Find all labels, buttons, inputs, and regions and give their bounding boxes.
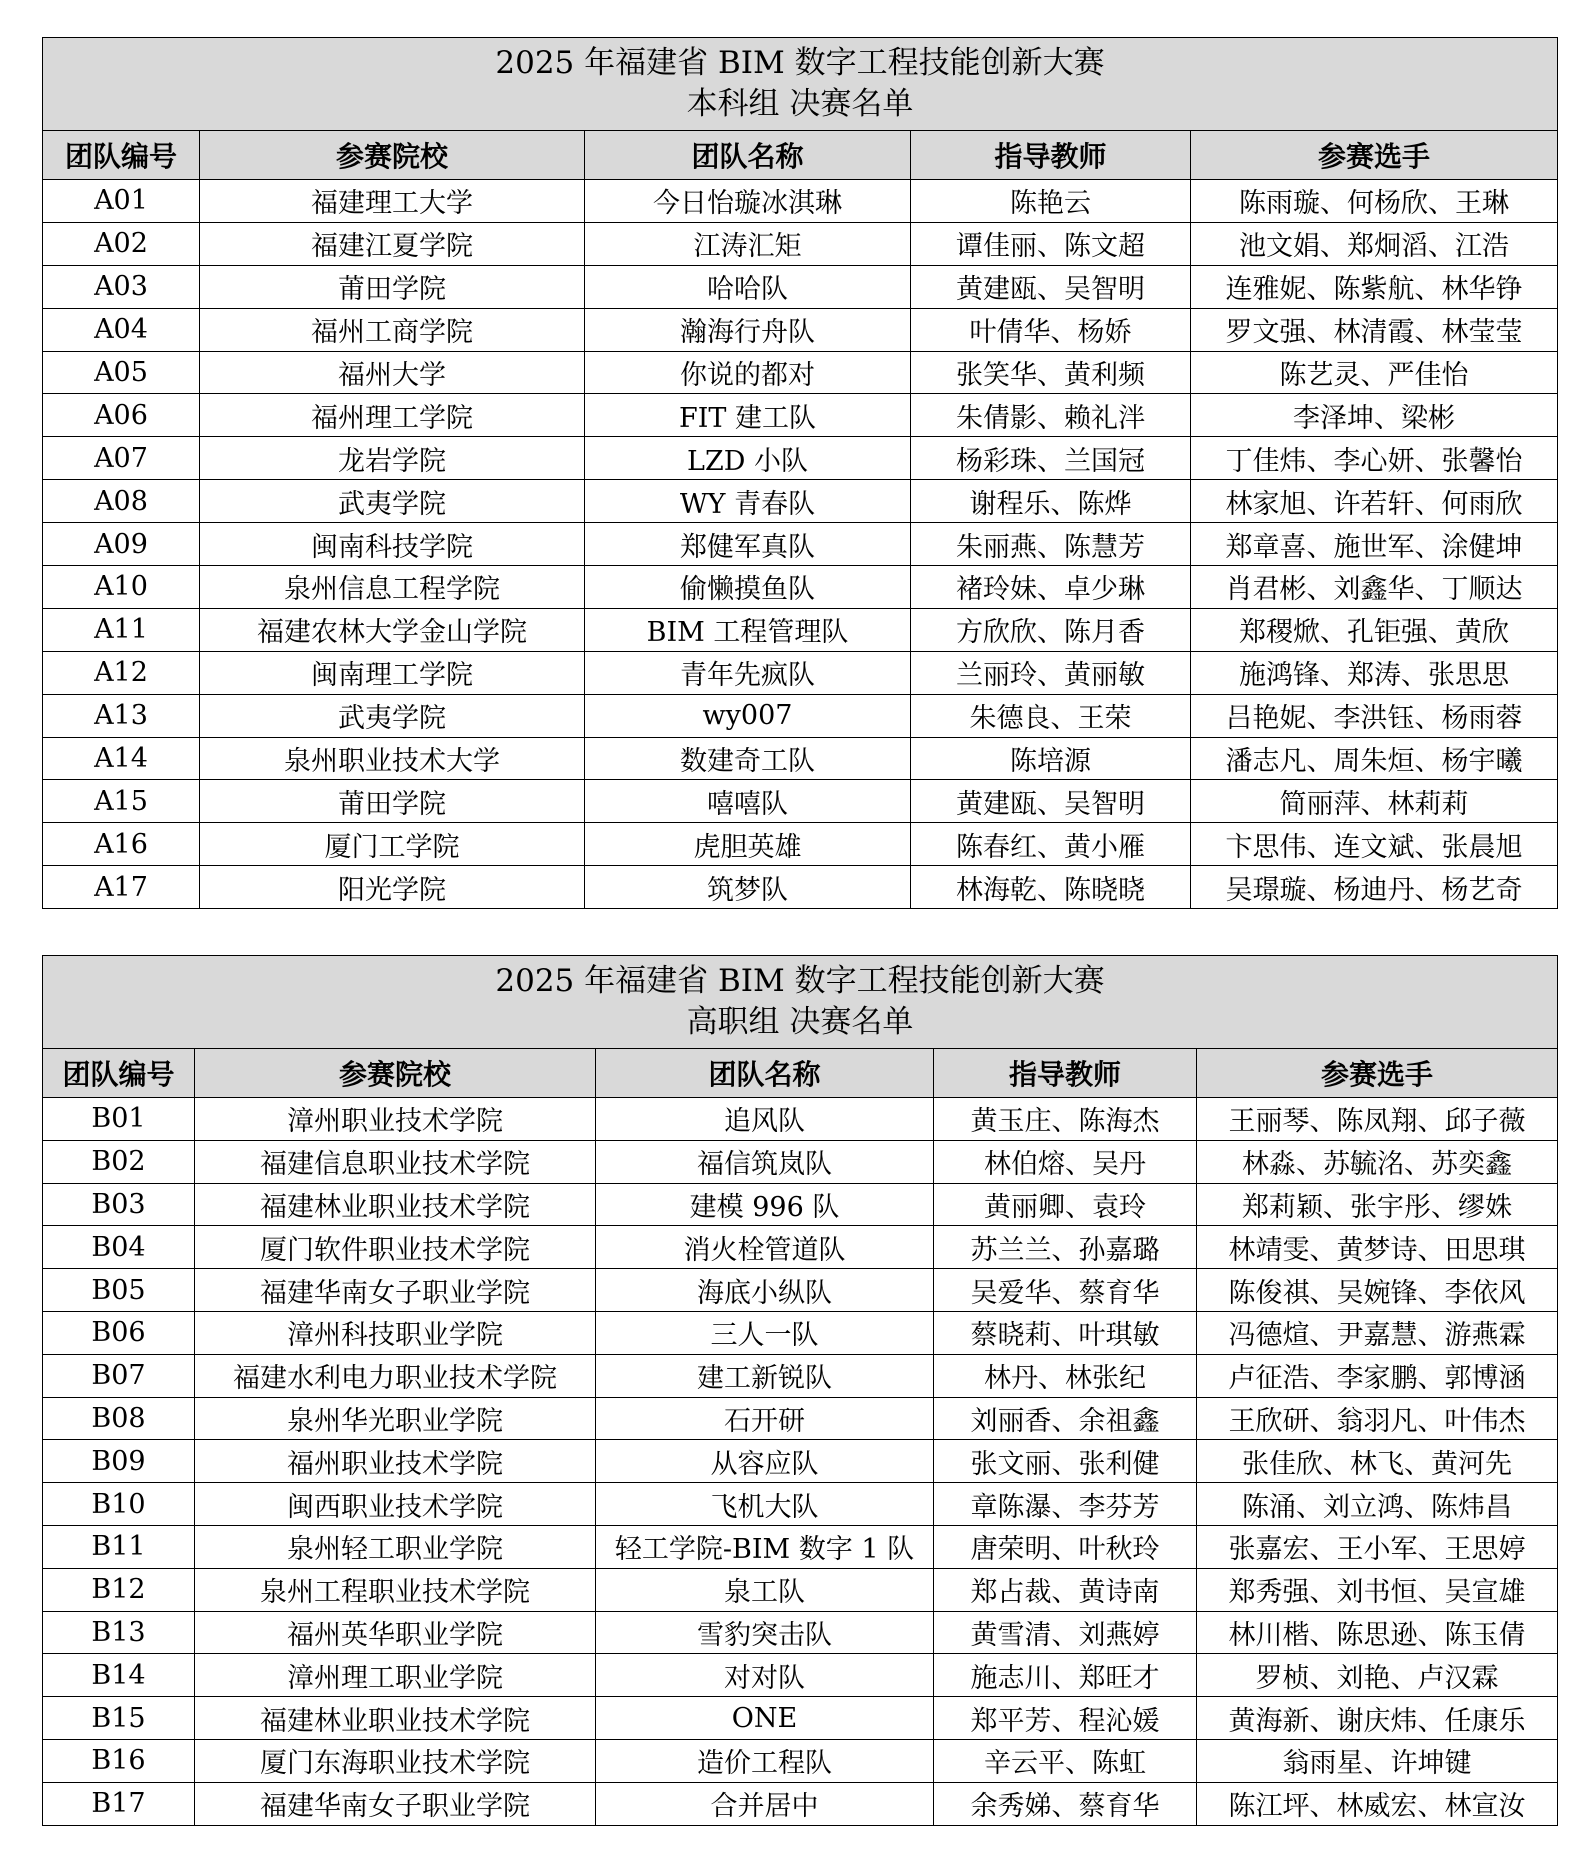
- team-id-cell: A16: [43, 823, 200, 866]
- title-line-1: 2025 年福建省 BIM 数字工程技能创新大赛: [495, 45, 1105, 81]
- school-cell: 武夷学院: [200, 694, 585, 737]
- column-header-team-id: 团队编号: [43, 1049, 195, 1098]
- team-id-cell: B10: [43, 1483, 195, 1526]
- school-cell: 福建华南女子职业学院: [195, 1782, 596, 1825]
- school-cell: 厦门工学院: [200, 823, 585, 866]
- table-row: [43, 1611, 1558, 1654]
- team-name-cell: 嘻嘻队: [585, 780, 911, 823]
- team-id-cell: A14: [43, 737, 200, 780]
- advisor-cell: 陈春红、黄小雁: [911, 823, 1191, 866]
- school-cell: 莆田学院: [200, 780, 585, 823]
- team-id-cell: B03: [43, 1183, 195, 1226]
- title-line-1: 2025 年福建省 BIM 数字工程技能创新大赛: [495, 963, 1105, 999]
- school-cell: 福建江夏学院: [200, 222, 585, 265]
- table-row: [43, 523, 1558, 566]
- table-row: [43, 222, 1558, 265]
- players-cell: 卢征浩、李家鹏、郭博涵: [1197, 1354, 1558, 1397]
- players-cell: 陈俊祺、吴婉锋、李依风: [1197, 1269, 1558, 1312]
- players-cell: 罗桢、刘艳、卢汉霖: [1197, 1654, 1558, 1697]
- team-name-cell: 飞机大队: [596, 1483, 934, 1526]
- school-cell: 福州工商学院: [200, 308, 585, 351]
- table-row: [43, 566, 1558, 609]
- table-row: [43, 694, 1558, 737]
- school-cell: 厦门东海职业技术学院: [195, 1739, 596, 1782]
- table-title-row: [43, 38, 1558, 131]
- team-id-cell: B02: [43, 1140, 195, 1183]
- table-row: [43, 1183, 1558, 1226]
- team-name-cell: 对对队: [596, 1654, 934, 1697]
- column-header-school: 参赛院校: [195, 1049, 596, 1098]
- players-cell: 潘志凡、周朱烜、杨宇曦: [1191, 737, 1558, 780]
- team-name-cell: 郑健军真队: [585, 523, 911, 566]
- team-id-cell: A05: [43, 351, 200, 394]
- players-cell: 郑稷焮、孔钜强、黄欣: [1191, 608, 1558, 651]
- school-cell: 泉州工程职业技术学院: [195, 1568, 596, 1611]
- table-row: [43, 1483, 1558, 1526]
- players-cell: 林淼、苏毓洺、苏奕鑫: [1197, 1140, 1558, 1183]
- team-id-cell: B15: [43, 1697, 195, 1740]
- advisor-cell: 刘丽香、余祖鑫: [934, 1397, 1197, 1440]
- team-id-cell: B06: [43, 1311, 195, 1354]
- team-name-cell: 瀚海行舟队: [585, 308, 911, 351]
- advisor-cell: 谢程乐、陈烨: [911, 480, 1191, 523]
- players-cell: 吴璟璇、杨迪丹、杨艺奇: [1191, 866, 1558, 909]
- players-cell: 林川楷、陈思逊、陈玉倩: [1197, 1611, 1558, 1654]
- table-title-row: [43, 956, 1558, 1049]
- team-id-cell: B11: [43, 1525, 195, 1568]
- players-cell: 简丽萍、林莉莉: [1191, 780, 1558, 823]
- school-cell: 泉州职业技术大学: [200, 737, 585, 780]
- advisor-cell: 章陈瀑、李芬芳: [934, 1483, 1197, 1526]
- advisor-cell: 张笑华、黄利频: [911, 351, 1191, 394]
- team-id-cell: A13: [43, 694, 200, 737]
- team-id-cell: A01: [43, 180, 200, 223]
- table-row: [43, 1782, 1558, 1825]
- team-id-cell: A17: [43, 866, 200, 909]
- table-title: [43, 956, 1558, 1049]
- school-cell: 武夷学院: [200, 480, 585, 523]
- table-row: [43, 437, 1558, 480]
- team-id-cell: B12: [43, 1568, 195, 1611]
- table-row: [43, 265, 1558, 308]
- advisor-cell: 林丹、林张纪: [934, 1354, 1197, 1397]
- advisor-cell: 苏兰兰、孙嘉璐: [934, 1226, 1197, 1269]
- school-cell: 阳光学院: [200, 866, 585, 909]
- school-cell: 福建华南女子职业学院: [195, 1269, 596, 1312]
- players-cell: 陈涌、刘立鸿、陈炜昌: [1197, 1483, 1558, 1526]
- column-header-school: 参赛院校: [200, 131, 585, 180]
- advisor-cell: 黄玉庄、陈海杰: [934, 1098, 1197, 1141]
- advisor-cell: 唐荣明、叶秋玲: [934, 1525, 1197, 1568]
- team-name-cell: 偷懒摸鱼队: [585, 566, 911, 609]
- team-name-cell: 从容应队: [596, 1440, 934, 1483]
- team-name-cell: 数建奇工队: [585, 737, 911, 780]
- players-cell: 陈江坪、林威宏、林宣汝: [1197, 1782, 1558, 1825]
- players-cell: 郑秀强、刘书恒、吴宣雄: [1197, 1568, 1558, 1611]
- players-cell: 罗文强、林清霞、林莹莹: [1191, 308, 1558, 351]
- players-cell: 郑章喜、施世军、涂健坤: [1191, 523, 1558, 566]
- school-cell: 福建信息职业技术学院: [195, 1140, 596, 1183]
- team-id-cell: A02: [43, 222, 200, 265]
- team-id-cell: A12: [43, 651, 200, 694]
- advisor-cell: 褚玲妹、卓少琳: [911, 566, 1191, 609]
- players-cell: 肖君彬、刘鑫华、丁顺达: [1191, 566, 1558, 609]
- school-cell: 闽西职业技术学院: [195, 1483, 596, 1526]
- team-name-cell: 雪豹突击队: [596, 1611, 934, 1654]
- team-name-cell: FIT 建工队: [585, 394, 911, 437]
- team-id-cell: A03: [43, 265, 200, 308]
- advisor-cell: 朱倩影、赖礼泮: [911, 394, 1191, 437]
- table-row: [43, 394, 1558, 437]
- team-id-cell: A10: [43, 566, 200, 609]
- team-name-cell: 建工新锐队: [596, 1354, 934, 1397]
- school-cell: 龙岩学院: [200, 437, 585, 480]
- players-cell: 卞思伟、连文斌、张晨旭: [1191, 823, 1558, 866]
- team-name-cell: wy007: [585, 694, 911, 737]
- team-name-cell: 建模 996 队: [596, 1183, 934, 1226]
- table-body: [43, 1098, 1558, 1826]
- players-cell: 翁雨星、许坤键: [1197, 1739, 1558, 1782]
- school-cell: 泉州华光职业学院: [195, 1397, 596, 1440]
- team-name-cell: 你说的都对: [585, 351, 911, 394]
- table-row: [43, 823, 1558, 866]
- school-cell: 福建林业职业技术学院: [195, 1697, 596, 1740]
- school-cell: 福州英华职业学院: [195, 1611, 596, 1654]
- advisor-cell: 黄丽卿、袁玲: [934, 1183, 1197, 1226]
- table-row: [43, 1140, 1558, 1183]
- team-name-cell: 海底小纵队: [596, 1269, 934, 1312]
- players-cell: 施鸿锋、郑涛、张思思: [1191, 651, 1558, 694]
- advisor-cell: 蔡晓莉、叶琪敏: [934, 1311, 1197, 1354]
- advisor-cell: 朱德良、王荣: [911, 694, 1191, 737]
- school-cell: 闽南理工学院: [200, 651, 585, 694]
- team-id-cell: A04: [43, 308, 200, 351]
- school-cell: 福州理工学院: [200, 394, 585, 437]
- players-cell: 冯德煊、尹嘉慧、游燕霖: [1197, 1311, 1558, 1354]
- team-name-cell: 哈哈队: [585, 265, 911, 308]
- team-id-cell: B13: [43, 1611, 195, 1654]
- team-id-cell: A07: [43, 437, 200, 480]
- players-cell: 张佳欣、林飞、黄河先: [1197, 1440, 1558, 1483]
- table-row: [43, 1739, 1558, 1782]
- team-name-cell: 江涛汇矩: [585, 222, 911, 265]
- advisor-cell: 黄雪清、刘燕婷: [934, 1611, 1197, 1654]
- advisor-cell: 施志川、郑旺才: [934, 1654, 1197, 1697]
- team-id-cell: B14: [43, 1654, 195, 1697]
- title-line-2: 本科组 决赛名单: [686, 86, 914, 122]
- column-header-team-name: 团队名称: [585, 131, 911, 180]
- team-name-cell: 今日怡璇冰淇琳: [585, 180, 911, 223]
- school-cell: 泉州轻工职业学院: [195, 1525, 596, 1568]
- team-id-cell: B17: [43, 1782, 195, 1825]
- team-name-cell: 三人一队: [596, 1311, 934, 1354]
- school-cell: 福州大学: [200, 351, 585, 394]
- table-row: [43, 308, 1558, 351]
- advisor-cell: 黄建瓯、吴智明: [911, 265, 1191, 308]
- team-id-cell: B08: [43, 1397, 195, 1440]
- table-row: [43, 1226, 1558, 1269]
- team-name-cell: 泉工队: [596, 1568, 934, 1611]
- players-cell: 张嘉宏、王小军、王思婷: [1197, 1525, 1558, 1568]
- advisor-cell: 兰丽玲、黄丽敏: [911, 651, 1191, 694]
- table-body: [43, 180, 1558, 909]
- school-cell: 福州职业技术学院: [195, 1440, 596, 1483]
- advisor-cell: 黄建瓯、吴智明: [911, 780, 1191, 823]
- school-cell: 厦门软件职业技术学院: [195, 1226, 596, 1269]
- players-cell: 林家旭、许若轩、何雨欣: [1191, 480, 1558, 523]
- team-id-cell: A09: [43, 523, 200, 566]
- team-id-cell: A08: [43, 480, 200, 523]
- team-id-cell: B01: [43, 1098, 195, 1141]
- players-cell: 连雅妮、陈紫航、林华铮: [1191, 265, 1558, 308]
- title-line-2: 高职组 决赛名单: [686, 1004, 914, 1040]
- team-id-cell: A11: [43, 608, 200, 651]
- advisor-cell: 林伯熔、吴丹: [934, 1140, 1197, 1183]
- table-row: [43, 1269, 1558, 1312]
- team-name-cell: 青年先疯队: [585, 651, 911, 694]
- advisor-cell: 陈艳云: [911, 180, 1191, 223]
- team-name-cell: 消火栓管道队: [596, 1226, 934, 1269]
- table-row: [43, 1354, 1558, 1397]
- table-row: [43, 351, 1558, 394]
- table-row: [43, 1697, 1558, 1740]
- team-name-cell: 合并居中: [596, 1782, 934, 1825]
- school-cell: 闽南科技学院: [200, 523, 585, 566]
- advisor-cell: 谭佳丽、陈文超: [911, 222, 1191, 265]
- players-cell: 林靖雯、黄梦诗、田思琪: [1197, 1226, 1558, 1269]
- team-name-cell: 造价工程队: [596, 1739, 934, 1782]
- advisor-cell: 张文丽、张利健: [934, 1440, 1197, 1483]
- advisor-cell: 杨彩珠、兰国冠: [911, 437, 1191, 480]
- column-header-players: 参赛选手: [1191, 131, 1558, 180]
- team-name-cell: 虎胆英雄: [585, 823, 911, 866]
- team-id-cell: A15: [43, 780, 200, 823]
- team-name-cell: LZD 小队: [585, 437, 911, 480]
- advisor-cell: 叶倩华、杨娇: [911, 308, 1191, 351]
- players-cell: 陈艺灵、严佳怡: [1191, 351, 1558, 394]
- column-header-players: 参赛选手: [1197, 1049, 1558, 1098]
- table-row: [43, 608, 1558, 651]
- table-row: [43, 651, 1558, 694]
- school-cell: 福建水利电力职业技术学院: [195, 1354, 596, 1397]
- team-name-cell: 筑梦队: [585, 866, 911, 909]
- school-cell: 漳州理工职业学院: [195, 1654, 596, 1697]
- table-row: [43, 1568, 1558, 1611]
- table-row: [43, 1311, 1558, 1354]
- school-cell: 漳州职业技术学院: [195, 1098, 596, 1141]
- table-row: [43, 1098, 1558, 1141]
- advisor-cell: 朱丽燕、陈慧芳: [911, 523, 1191, 566]
- school-cell: 泉州信息工程学院: [200, 566, 585, 609]
- team-id-cell: B16: [43, 1739, 195, 1782]
- team-id-cell: B07: [43, 1354, 195, 1397]
- team-name-cell: BIM 工程管理队: [585, 608, 911, 651]
- team-name-cell: 石开研: [596, 1397, 934, 1440]
- vocational-roster-table: [42, 955, 1558, 1826]
- players-cell: 李泽坤、梁彬: [1191, 394, 1558, 437]
- column-header-team-id: 团队编号: [43, 131, 200, 180]
- advisor-cell: 郑占裁、黄诗南: [934, 1568, 1197, 1611]
- team-name-cell: 追风队: [596, 1098, 934, 1141]
- advisor-cell: 林海乾、陈晓晓: [911, 866, 1191, 909]
- column-header-team-name: 团队名称: [596, 1049, 934, 1098]
- players-cell: 陈雨璇、何杨欣、王琳: [1191, 180, 1558, 223]
- advisor-cell: 吴爱华、蔡育华: [934, 1269, 1197, 1312]
- players-cell: 黄海新、谢庆炜、任康乐: [1197, 1697, 1558, 1740]
- school-cell: 福建林业职业技术学院: [195, 1183, 596, 1226]
- team-name-cell: 福信筑岚队: [596, 1140, 934, 1183]
- players-cell: 吕艳妮、李洪钰、杨雨蓉: [1191, 694, 1558, 737]
- table-row: [43, 1397, 1558, 1440]
- team-id-cell: B09: [43, 1440, 195, 1483]
- players-cell: 池文娟、郑炯滔、江浩: [1191, 222, 1558, 265]
- team-id-cell: A06: [43, 394, 200, 437]
- table-row: [43, 1525, 1558, 1568]
- team-name-cell: ONE: [596, 1697, 934, 1740]
- column-header-row: [43, 131, 1558, 180]
- school-cell: 福建农林大学金山学院: [200, 608, 585, 651]
- team-name-cell: 轻工学院-BIM 数字 1 队: [596, 1525, 934, 1568]
- advisor-cell: 余秀娣、蔡育华: [934, 1782, 1197, 1825]
- advisor-cell: 郑平芳、程沁媛: [934, 1697, 1197, 1740]
- table-row: [43, 780, 1558, 823]
- column-header-row: [43, 1049, 1558, 1098]
- table-row: [43, 1654, 1558, 1697]
- team-id-cell: B05: [43, 1269, 195, 1312]
- table-title: [43, 38, 1558, 131]
- table-row: [43, 737, 1558, 780]
- undergrad-roster-table: [42, 37, 1558, 909]
- advisor-cell: 方欣欣、陈月香: [911, 608, 1191, 651]
- column-header-advisor: 指导教师: [911, 131, 1191, 180]
- table-row: [43, 1440, 1558, 1483]
- advisor-cell: 陈培源: [911, 737, 1191, 780]
- players-cell: 王欣研、翁羽凡、叶伟杰: [1197, 1397, 1558, 1440]
- advisor-cell: 辛云平、陈虹: [934, 1739, 1197, 1782]
- team-name-cell: WY 青春队: [585, 480, 911, 523]
- column-header-advisor: 指导教师: [934, 1049, 1197, 1098]
- school-cell: 福建理工大学: [200, 180, 585, 223]
- team-id-cell: B04: [43, 1226, 195, 1269]
- school-cell: 莆田学院: [200, 265, 585, 308]
- table-row: [43, 866, 1558, 909]
- school-cell: 漳州科技职业学院: [195, 1311, 596, 1354]
- players-cell: 王丽琴、陈凤翔、邱子薇: [1197, 1098, 1558, 1141]
- players-cell: 丁佳炜、李心妍、张馨怡: [1191, 437, 1558, 480]
- players-cell: 郑莉颖、张宇彤、缪姝: [1197, 1183, 1558, 1226]
- table-row: [43, 180, 1558, 223]
- table-row: [43, 480, 1558, 523]
